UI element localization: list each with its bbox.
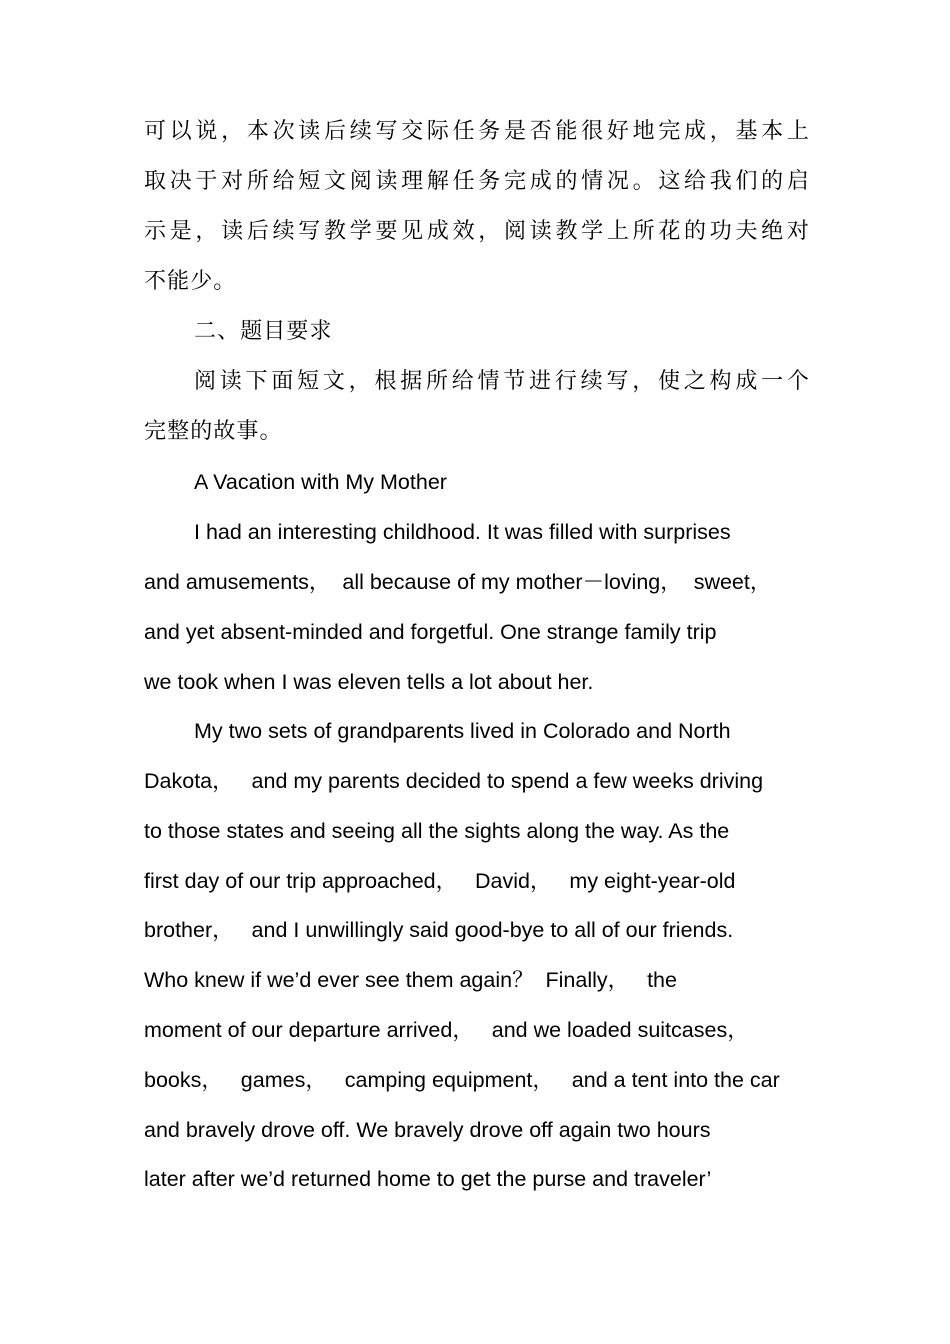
paragraph-line: 阅读下面短文，根据所给情节进行续写，使之构成一个 [194,369,810,394]
paragraph-line: I had an interesting childhood. It was filled with surprises [194,520,731,544]
paragraph-line: to those states and seeing all the sights along the way. As the [144,819,730,843]
paragraph-line: 示是，读后续写教学要见成效，阅读教学上所花的功夫绝对 [144,219,810,244]
paragraph-line: and bravely drove off. We bravely drove off again two hours [144,1118,711,1142]
paragraph-line: Dakota， and my parents decided to spend a few weeks driving [144,769,764,793]
paragraph-line: 取决于对所给短文阅读理解任务完成的情况。这给我们的启 [144,169,810,194]
story-title: A Vacation with My Mother [194,470,447,494]
paragraph-line: moment of our departure arrived， and we loaded suitcases， [144,1018,749,1042]
paragraph-line: 完整的故事。 [144,419,283,444]
paragraph-line: later after we’d returned home to get the purse and traveler’ [144,1167,712,1191]
paragraph-line: we took when I was eleven tells a lot about her. [144,670,594,694]
paragraph-line: and amusements， all because of my mother－loving， sweet， [144,570,772,594]
paragraph-line: My two sets of grandparents lived in Colorado and North [194,719,731,743]
paragraph-line: 可以说，本次读后续写交际任务是否能很好地完成，基本上 [144,119,810,144]
paragraph-line: brother， and I unwillingly said good-bye to all of our friends. [144,918,734,942]
section-heading: 二、题目要求 [194,319,333,344]
paragraph-line: 不能少。 [144,269,237,294]
paragraph-line: Who knew if we’d ever see them again？ Finally， the [144,968,677,992]
paragraph-line: first day of our trip approached， David， my eight-year-old [144,869,736,893]
paragraph-line: books， games， camping equipment， and a tent into the car [144,1068,780,1092]
paragraph-line: and yet absent-minded and forgetful. One strange family trip [144,620,717,644]
